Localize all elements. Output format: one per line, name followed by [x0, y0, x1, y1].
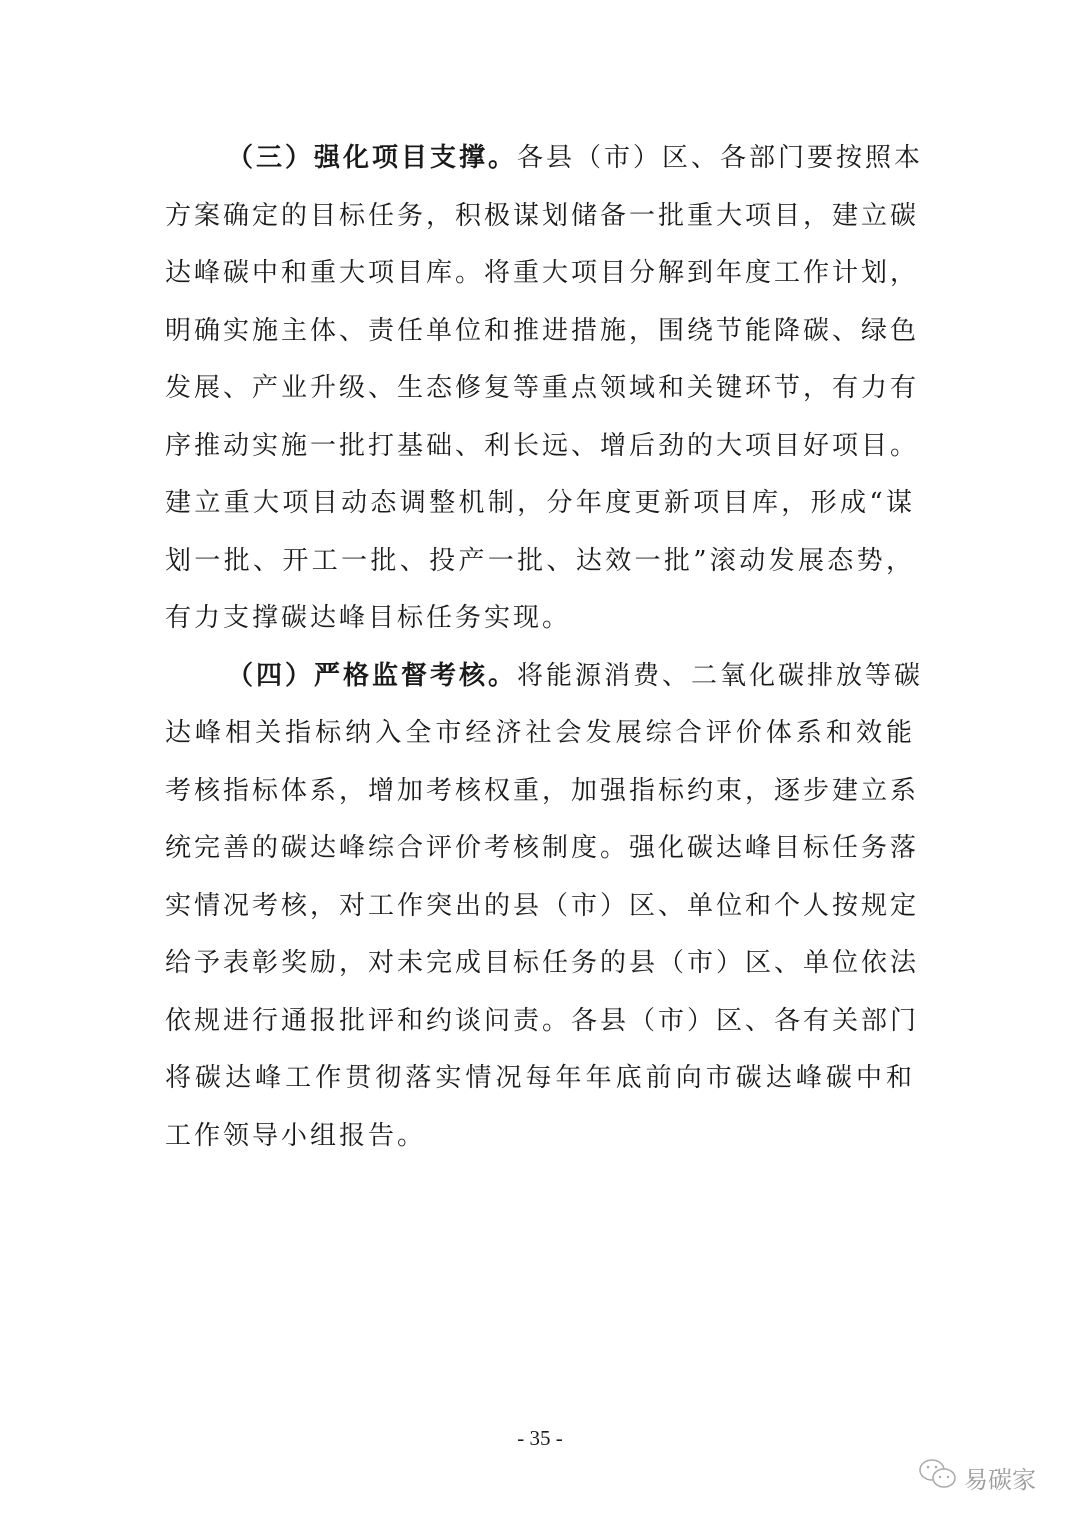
paragraph-line	[165, 541, 915, 581]
line-text: 统完善的碳达峰综合评价考核制度。强化碳达峰目标任务落	[165, 833, 920, 863]
line-text: 将碳达峰工作贯彻落实情况每年年底前向市碳达峰碳中和	[165, 1063, 915, 1093]
paragraph-line	[165, 1116, 915, 1156]
paragraph-line	[165, 713, 915, 753]
line-text: 建立重大项目动态调整机制，分年度更新项目库，形成“谋	[165, 488, 915, 518]
line-text: 达峰相关指标纳入全市经济社会发展综合评价体系和效能	[165, 718, 915, 748]
line-text: 有力支撑碳达峰目标任务实现。	[165, 603, 572, 633]
paragraph-line	[165, 886, 920, 926]
paragraph-line	[165, 1058, 915, 1098]
section-heading: （四）严格监督考核。	[227, 660, 518, 691]
wechat-icon	[918, 1458, 958, 1496]
paragraph-line	[165, 828, 920, 868]
line-text: 实情况考核，对工作突出的县（市）区、单位和个人按规定	[165, 890, 920, 921]
paragraph-line	[227, 138, 924, 178]
line-text: 序推动实施一批打基础、利长远、增后劲的大项目好项目。	[165, 430, 920, 461]
paragraph-line	[165, 253, 920, 293]
paragraph-line	[165, 368, 920, 408]
line-text: 各县（市）区、各部门要按照本	[517, 143, 924, 173]
page-number: - 35 -	[517, 1426, 563, 1450]
line-text: 工作领导小组报告。	[165, 1120, 427, 1151]
line-text: 发展、产业升级、生态修复等重点领域和关键环节，有力有	[165, 373, 920, 403]
paragraph-line	[165, 426, 920, 466]
line-text: 考核指标体系，增加考核权重，加强指标约束，逐步建立系	[165, 775, 920, 806]
paragraph-line	[165, 1001, 920, 1041]
paragraph-line	[227, 656, 924, 696]
paragraph-line	[165, 943, 920, 983]
paragraph-line	[165, 483, 915, 523]
line-text: 方案确定的目标任务，积极谋划储备一批重大项目，建立碳	[165, 200, 920, 231]
paragraph-line	[165, 196, 920, 236]
line-text: 将能源消费、二氧化碳排放等碳	[517, 660, 924, 691]
line-text: 依规进行通报批评和约谈问责。各县（市）区、各有关部门	[165, 1005, 920, 1036]
line-text: 给予表彰奖励，对未完成目标任务的县（市）区、单位依法	[165, 948, 920, 978]
watermark-text: 易碳家	[964, 1465, 1036, 1494]
line-text: 划一批、开工一批、投产一批、达效一批”滚动发展态势，	[165, 545, 915, 576]
line-text: 达峰碳中和重大项目库。将重大项目分解到年度工作计划，	[165, 258, 920, 288]
paragraph-line	[165, 771, 920, 811]
line-text: 明确实施主体、责任单位和推进措施，围绕节能降碳、绿色	[165, 315, 920, 346]
watermark	[918, 1458, 1036, 1496]
section-heading: （三）强化项目支撑。	[227, 143, 518, 173]
paragraph-line	[165, 311, 920, 351]
paragraph-line	[165, 598, 915, 638]
